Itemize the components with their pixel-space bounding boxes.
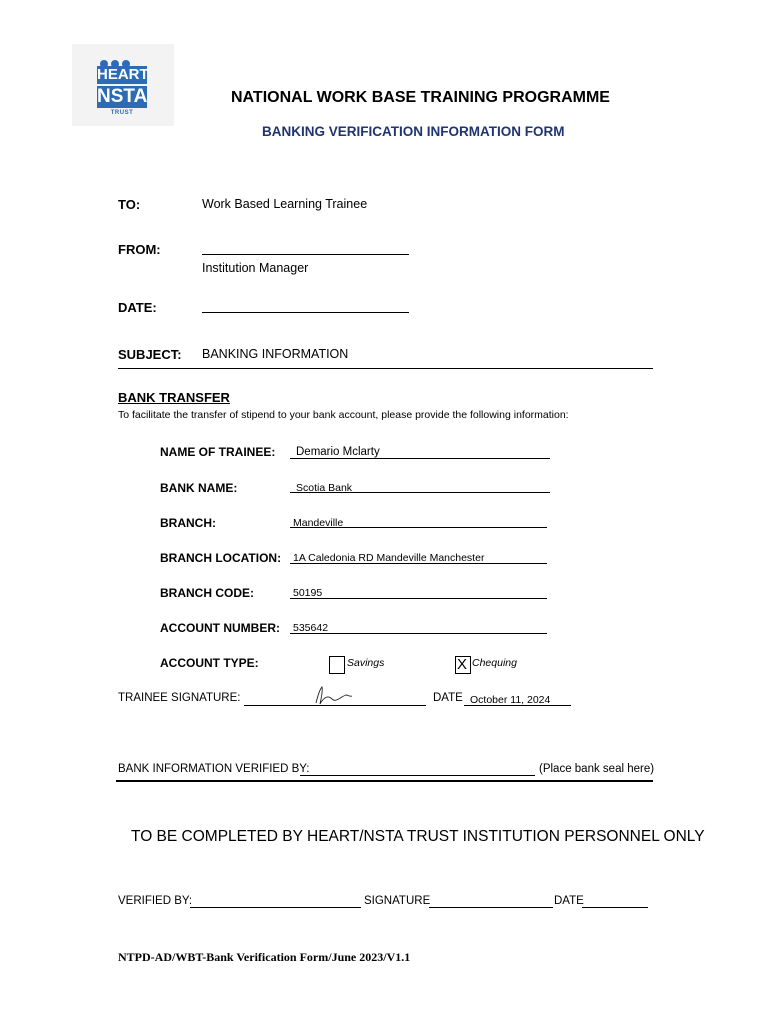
- account-type-label: ACCOUNT TYPE:: [160, 656, 259, 670]
- personnel-heading: TO BE COMPLETED BY HEART/NSTA TRUST INSTITUTION PERSONNEL ONLY: [131, 828, 705, 845]
- bank-transfer-intro: To facilitate the transfer of stipend to your bank account, please provide the following information:: [118, 409, 569, 421]
- logo-trust-text: TRUST: [110, 110, 134, 116]
- branch-value[interactable]: Mandeville: [293, 517, 344, 529]
- chequing-checkbox[interactable]: [455, 656, 471, 674]
- account-number-label: ACCOUNT NUMBER:: [160, 621, 280, 635]
- account-number-line: [290, 633, 547, 634]
- branch-location-value[interactable]: 1A Caledonia RD Mandeville Manchester: [293, 552, 485, 564]
- from-label: FROM:: [118, 242, 161, 257]
- verified-by-bank-label: BANK INFORMATION VERIFIED BY:: [118, 763, 310, 775]
- document-title: NATIONAL WORK BASE TRAINING PROGRAMME: [231, 89, 610, 106]
- savings-label: Savings: [347, 657, 385, 669]
- document-subtitle: BANKING VERIFICATION INFORMATION FORM: [262, 124, 565, 139]
- personnel-date-label: DATE: [554, 895, 584, 907]
- handwritten-signature: [310, 683, 355, 707]
- account-number-value[interactable]: 535642: [293, 622, 329, 634]
- branch-location-label: BRANCH LOCATION:: [160, 551, 282, 565]
- to-label: TO:: [118, 197, 141, 212]
- trainee-date-value[interactable]: October 11, 2024: [470, 694, 551, 706]
- trainee-name-label: NAME OF TRAINEE:: [160, 445, 276, 459]
- personnel-signature-label: SIGNATURE: [364, 895, 431, 907]
- personnel-verified-by-line: [190, 907, 361, 908]
- from-line: [202, 254, 409, 255]
- date-label: DATE:: [118, 300, 157, 315]
- subject-divider: [118, 368, 653, 369]
- trainee-name-value[interactable]: Demario Mclarty: [296, 446, 380, 458]
- personnel-date-line: [582, 907, 648, 908]
- savings-checkbox[interactable]: [329, 656, 345, 674]
- from-sub-label: Institution Manager: [202, 261, 309, 275]
- chequing-label: Chequing: [472, 657, 517, 669]
- heart-nsta-logo: [72, 44, 174, 126]
- bank-name-label: BANK NAME:: [160, 481, 238, 495]
- personnel-signature-line: [429, 907, 553, 908]
- branch-label: BRANCH:: [160, 516, 216, 530]
- bank-seal-note: (Place bank seal here): [539, 763, 655, 775]
- branch-code-value[interactable]: 50195: [293, 587, 323, 599]
- trainee-date-label: DATE: [433, 692, 463, 704]
- subject-label: SUBJECT:: [118, 347, 182, 362]
- trainee-name-line: [290, 458, 550, 459]
- personnel-verified-by-label: VERIFIED BY:: [118, 895, 193, 907]
- to-value: Work Based Learning Trainee: [202, 197, 368, 211]
- subject-value: BANKING INFORMATION: [202, 347, 349, 361]
- trainee-signature-label: TRAINEE SIGNATURE:: [118, 692, 241, 704]
- date-line: [202, 312, 409, 313]
- logo-heart-text: HEART: [97, 66, 149, 83]
- branch-code-label: BRANCH CODE:: [160, 586, 254, 600]
- verified-by-bank-line: [300, 775, 535, 776]
- branch-code-line: [290, 598, 547, 599]
- chequing-check-mark: X: [457, 656, 468, 673]
- bank-transfer-heading: BANK TRANSFER: [118, 390, 230, 405]
- logo-nsta-text: NSTA: [97, 86, 148, 107]
- bank-name-value[interactable]: Scotia Bank: [296, 482, 353, 494]
- form-code-footer: NTPD-AD/WBT-Bank Verification Form/June 2023/V1.1: [118, 950, 411, 964]
- verification-divider: [116, 780, 653, 782]
